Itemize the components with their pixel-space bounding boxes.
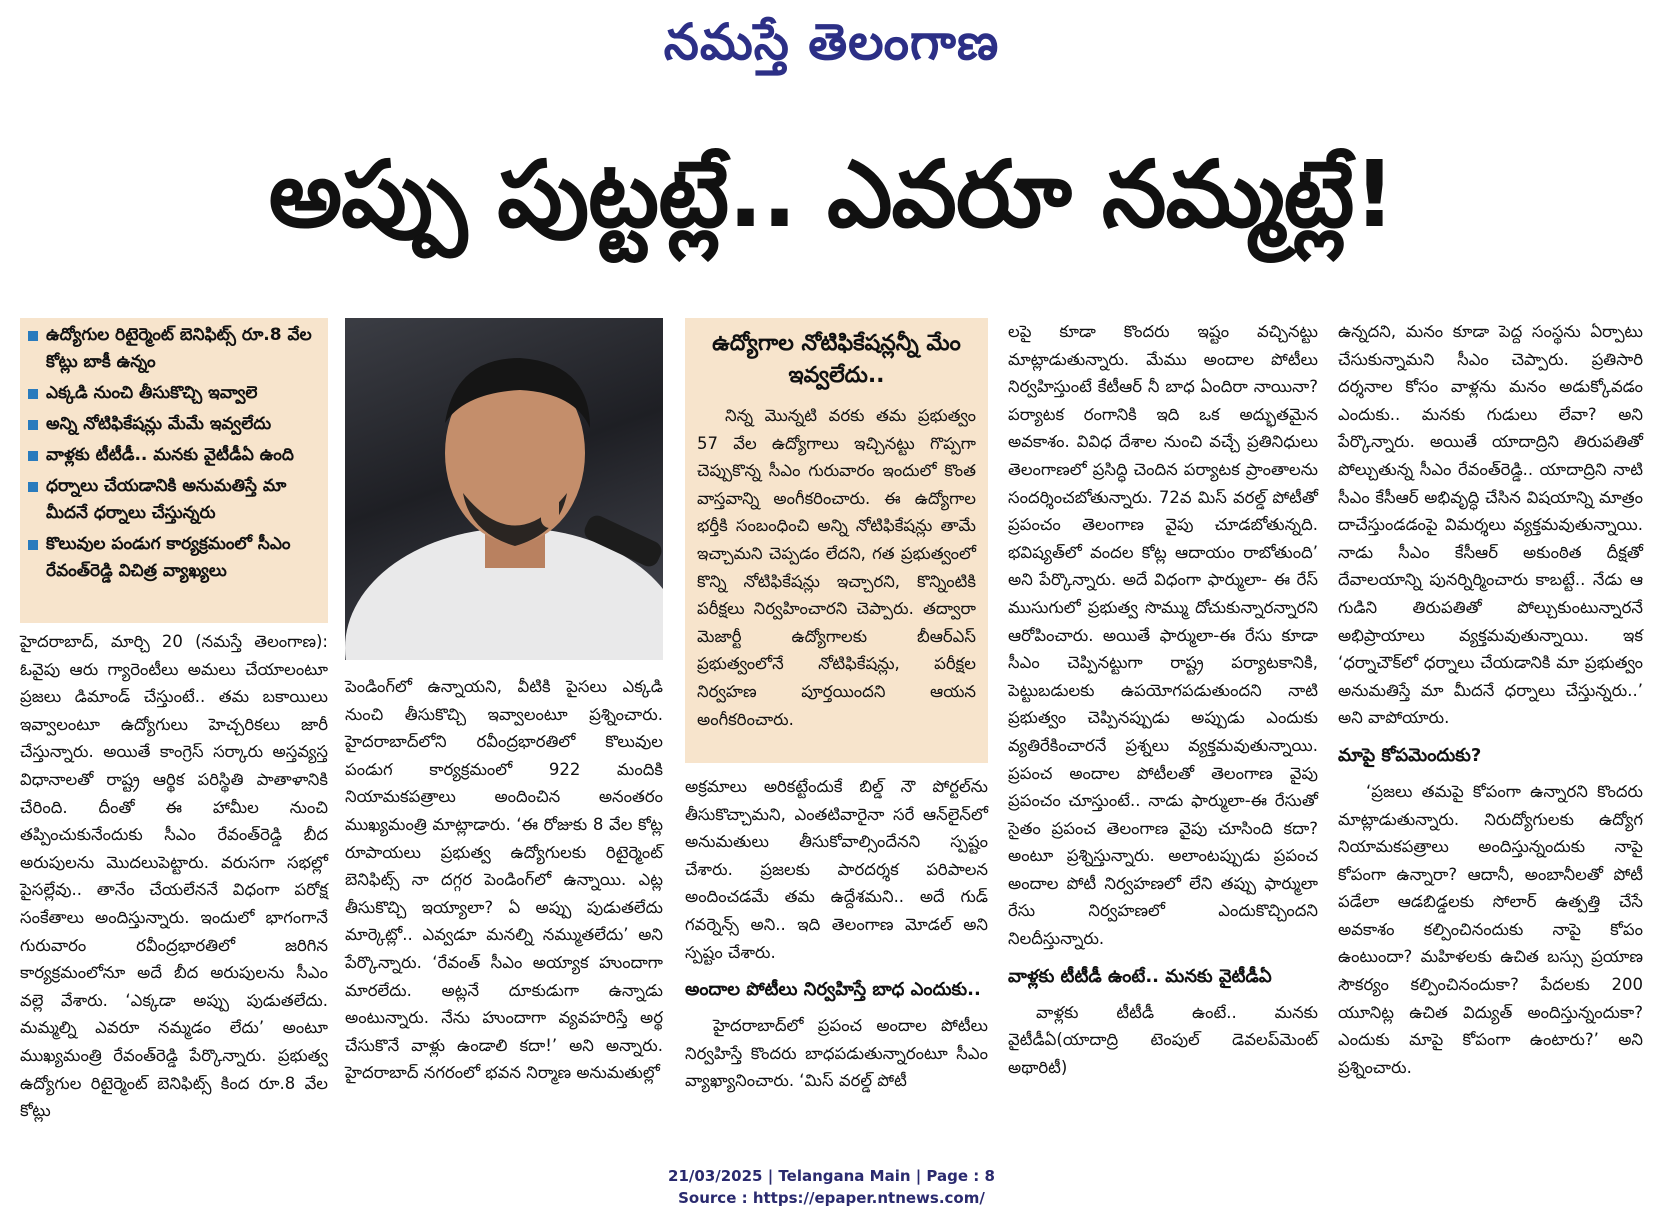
square-bullet-icon	[28, 540, 38, 550]
notifications-box	[685, 318, 988, 763]
highlight-item	[26, 411, 322, 438]
cm-photo	[345, 318, 663, 660]
column-3	[685, 773, 988, 1095]
article-paragraph: హైదరాబాద్‌లో ప్రపంచ అందాల పోటీలు నిర్వహిస్తే కొందరు బాధపడుతున్నారంటూ సీఎం వ్యాఖ్యానించారు. ‘మిస్ వరల్డ్ పోటీ	[685, 1016, 988, 1091]
headline: అప్పు పుట్టట్లే.. ఎవరూ నమ్మట్లే!	[268, 141, 1395, 248]
square-bullet-icon	[28, 331, 38, 341]
subheading: మాపై కోపమెందుకు?	[1338, 744, 1482, 766]
box-paragraph: నిన్న మొన్నటి వరకు తమ ప్రభుత్వం 57 వేల ఉద్యోగాలు ఇచ్చినట్టు గొప్పగా చెప్పుకొన్న సీఎం గురువారం ఇందులో కొంత వాస్తవాన్ని అంగీకరించారు. ఈ ఉద్యోగాల భర్తీకి సంబంధించి అన్ని నోటిఫికేషన్లు తామే ఇచ్చామని చెప్పడం లేదని, గత ప్రభుత్వంలో కొన్ని నోటిఫికేషన్లు ఇచ్చారని, కొన్నింటికి పరీక్షలు నిర్వహించారని చెప్పారు. తద్వారా మెజార్టీ ఉద్యోగాలకు బీఆర్‌ఎస్ ప్రభుత్వంలోనే నోటిఫికేషన్లు, పరీక్షల నిర్వహణ పూర్తయిందని ఆయన అంగీకరించారు.	[697, 406, 976, 729]
article-paragraph: అక్రమాలు అరికట్టేందుకే బిల్డ్ నౌ పోర్టల్‌ను తీసుకొచ్చామని, ఎంతటివారైనా సరే ఆన్‌లైన్‌లో అనుమతులు తీసుకోవాల్సిందేనని స్పష్టం చేశారు. ప్రజలకు పారదర్శక పరిపాలన అందించడమే తమ ఉద్దేశమని.. అదే గుడ్ గవర్నెన్స్ అని.. ఇది తెలంగాణ మోడల్ అని స్పష్టం చేశారు.	[685, 777, 988, 962]
masthead: నమస్తే తెలంగాణ	[663, 12, 1000, 71]
square-bullet-icon	[28, 482, 38, 492]
highlight-text: అన్ని నోటిఫికేషన్లు మేమే ఇవ్వలేదు	[46, 414, 272, 434]
column-5	[1338, 318, 1643, 1081]
highlight-item	[26, 473, 322, 527]
box-title: ఉద్యోగాల నోటిఫికేషన్లన్నీ మేం ఇవ్వలేదు..	[712, 331, 961, 388]
square-bullet-icon	[28, 420, 38, 430]
square-bullet-icon	[28, 389, 38, 399]
highlight-text: వాళ్లకు టీటీడీ.. మనకు వైటీడీఏ ఉంది	[46, 445, 294, 465]
article-paragraph: లపై కూడా కొందరు ఇష్టం వచ్చినట్టు మాట్లాడుతున్నారు. మేము అందాల పోటీలు నిర్వహిస్తుంటే కేటీఆర్ నీ బాధ ఏందిరా నాయినా? పర్యాటక రంగానికి ఇది ఒక అద్భుతమైన అవకాశం. వివిధ దేశాల నుంచి వచ్చే ప్రతినిధులు తెలంగాణలో ప్రసిద్ధి చెందిన పర్యాటక ప్రాంతాలను సందర్శించబోతున్నారు. 72వ మిస్ వరల్డ్ పోటీతో ప్రపంచం తెలంగాణ వైపు చూడబోతున్నది. భవిష్యత్‌లో వందల కోట్ల ఆదాయం రాబోతుంది’ అని పేర్కొన్నారు. అదే విధంగా ఫార్ములా- ఈ రేస్ ముసుగులో ప్రభుత్వ సొమ్ము దోచుకున్నారన్నారని ఆరోపించారు. అయితే ఫార్ములా-ఈ రేసు కూడా సీఎం చెప్పినట్టుగా రాష్ట్ర పర్యాటకానికి, పెట్టుబడులకు ఉపయోగపడుతుందని నాటి ప్రభుత్వం చెప్పినప్పుడు అప్పుడు ఎందుకు వ్యతిరేకించారనే ప్రశ్నలు వ్యక్తమవుతున్నాయి. ప్రపంచ అందాల పోటీలతో తెలంగాణ వైపు ప్రపంచం చూస్తుంటే.. నాడు ఫార్ములా-ఈ రేసుతో సైతం ప్రపంచ తెలంగాణ వైపు చూసింది కదా? అంటూ ప్రశ్నిస్తున్నారు. అలాంటప్పుడు ప్రపంచ అందాల పోటీ నిర్వహణలో లేని తప్పు ఫార్ములా రేసు నిర్వహణలో ఎందుకొచ్చిందని నిలదీస్తున్నారు.	[1008, 322, 1318, 949]
subheading: అందాల పోటీలు నిర్వహిస్తే బాధ ఎందుకు..	[685, 979, 981, 1001]
highlight-item	[26, 322, 322, 376]
article-paragraph: ఉన్నదని, మనం కూడా పెద్ద సంస్థను ఏర్పాటు చేసుకున్నామని సీఎం చెప్పారు. ప్రతిసారి దర్శనాల కోసం వాళ్లను మనం అడుక్కోవడం ఎందుకు.. మనకు గుడులు లేవా? అని పేర్కొన్నారు. అయితే యాదాద్రిని తిరుపతితో పోల్చుతున్న సీఎం రేవంత్‌రెడ్డి.. యాదాద్రిని నాటి సీఎం కేసీఆర్ అభివృద్ధి చేసిన విషయాన్ని మాత్రం దాచేస్తుండడంపై విమర్శలు వ్యక్తమవుతున్నాయి. నాడు సీఎం కేసీఆర్ అకుంఠిత దీక్షతో దేవాలయాన్ని పునర్నిర్మించారు కాబట్టే.. నేడు ఆ గుడిని తిరుపతితో పోల్చుకుంటున్నారనే అభిప్రాయాలు వ్యక్తమవుతున్నాయి. ఇక ‘ధర్నాచౌక్‌లో ధర్నాలు చేయడానికి మా ప్రభుత్వం అనుమతిస్తే మా మీదనే ధర్నాలు చేస్తున్నరు..’ అని వాపోయారు.	[1338, 322, 1643, 728]
square-bullet-icon	[28, 451, 38, 461]
highlight-text: ధర్నాలు చేయడానికి అనుమతిస్తే మా మీదనే ధర్నాలు చేస్తున్నరు	[46, 476, 287, 523]
footer	[0, 1165, 1663, 1209]
article-paragraph: వాళ్లకు టీటీడీ ఉంటే.. మనకు వైటీడీఏ(యాదాద్రి టెంపుల్ డెవలప్‌మెంట్ అథారిటీ)	[1008, 1002, 1318, 1077]
article-paragraph: హైదరాబాద్, మార్చి 20 (నమస్తే తెలంగాణ): ఓవైపు ఆరు గ్యారెంటీలు అమలు చేయాలంటూ ప్రజలు డిమాండ్ చేస్తుంటే.. తమ బకాయిలు ఇవ్వాలంటూ ఉద్యోగులు హెచ్చరికలు జారీ చేస్తున్నారు. అయితే కాంగ్రెస్ సర్కారు అస్తవ్యస్త విధానాలతో రాష్ట్ర ఆర్థిక పరిస్థితి పాతాళానికి చేరింది. దీంతో ఈ హామీల నుంచి తప్పించుకునేందుకు సీఎం రేవంత్‌రెడ్డి బీద అరుపులను మొదలుపెట్టారు. వరుసగా సభల్లో పైసల్లేవు.. తానేం చేయలేననే విధంగా పరోక్ష సంకేతాలు అందిస్తున్నారు. ఇందులో భాగంగానే గురువారం రవీంద్రభారతిలో జరిగిన కార్యక్రమంలోనూ అదే బీద అరుపులను సీఎం వల్లె వేశారు. ‘ఎక్కడా అప్పు పుడుతలేదు. మమ్మల్ని ఎవరూ నమ్మడం లేదు’ అంటూ ముఖ్యమంత్రి రేవంత్‌రెడ్డి పేర్కొన్నారు. ప్రభుత్వ ఉద్యోగుల రిటైర్మెంట్ బెనిఫిట్స్ కింద రూ.8 వేల కోట్లు	[20, 632, 328, 1121]
column-4	[1008, 318, 1318, 1081]
highlights-box	[20, 318, 328, 623]
person-photo-icon	[345, 318, 663, 660]
highlight-item	[26, 380, 322, 407]
column-2	[345, 673, 663, 1087]
subheading: వాళ్లకు టీటీడీ ఉంటే.. మనకు వైటీడీఏ	[1008, 965, 1272, 987]
article-paragraph: పెండింగ్‌లో ఉన్నాయని, వీటికి పైసలు ఎక్కడి నుంచి తీసుకొచ్చి ఇవ్వాలంటూ ప్రశ్నించారు. హైదరాబాద్‌లోని రవీంద్రభారతిలో కొలువుల పండుగ కార్యక్రమంలో 922 మందికి నియామకపత్రాలు అందించిన అనంతరం ముఖ్యమంత్రి మాట్లాడారు. ‘ఈ రోజుకు 8 వేల కోట్ల రూపాయలు ప్రభుత్వ ఉద్యోగులకు రిటైర్మెంట్ బెనిఫిట్స్ నా దగ్గర పెండింగ్‌లో ఉన్నాయి. ఎట్ల తీసుకొచ్చి ఇయ్యాలా? ఏ అప్పు పుడుతలేదు మార్కెట్లో.. ఎవ్వడూ మనల్ని నమ్ముతలేదు’ అని పేర్కొన్నారు. ‘రేవంత్ సీఎం అయ్యాక హుందాగా మారలేదు. అట్లనే దూకుడుగా ఉన్నాడు అంటున్నారు. నేను హుందాగా వ్యవహరిస్తే అర్థ చేసుకొనే వాళ్లు ఉండాలి కదా!’ అని అన్నారు. హైదరాబాద్ నగరంలో భవన నిర్మాణ అనుమతుల్లో	[345, 677, 663, 1083]
article-paragraph: ‘ప్రజలు తమపై కోపంగా ఉన్నారని కొందరు మాట్లాడుతున్నారు. నిరుద్యోగులకు ఉద్యోగ నియామకపత్రాలు అందిస్తున్నందుకు నాపై కోపంగా ఉన్నారా? ఆదానీ, అంబానీలతో పోటీ పడేలా ఆడబిడ్డలకు సోలార్ ఉత్పత్తి చేసే అవకాశం కల్పించినందుకు నాపై కోపం ఉంటుందా? మహిళలకు ఉచిత బస్సు ప్రయాణ సౌకర్యం కల్పించినందుకా? పేదలకు 200 యూనిట్ల ఉచిత విద్యుత్ అందిస్తున్నందుకా? ఎందుకు మాపై కోపంగా ఉంటారు?’ అని ప్రశ్నించారు.	[1338, 781, 1643, 1077]
highlight-text: ఎక్కడి నుంచి తీసుకొచ్చి ఇవ్వాలె	[46, 383, 258, 403]
footer-source: Source : https://epaper.ntnews.com/	[678, 1189, 985, 1207]
highlight-item	[26, 531, 322, 585]
footer-date-page: 21/03/2025 | Telangana Main | Page : 8	[668, 1167, 995, 1185]
highlight-text: ఉద్యోగుల రిటైర్మెంట్ బెనిఫిట్స్ రూ.8 వేల కోట్లు బాకీ ఉన్నం	[46, 325, 312, 372]
column-1	[20, 628, 328, 1125]
highlight-text: కొలువుల పండుగ కార్యక్రమంలో సీఎం రేవంత్‌రెడ్డి విచిత్ర వ్యాఖ్యలు	[46, 534, 291, 581]
highlight-item	[26, 442, 322, 469]
